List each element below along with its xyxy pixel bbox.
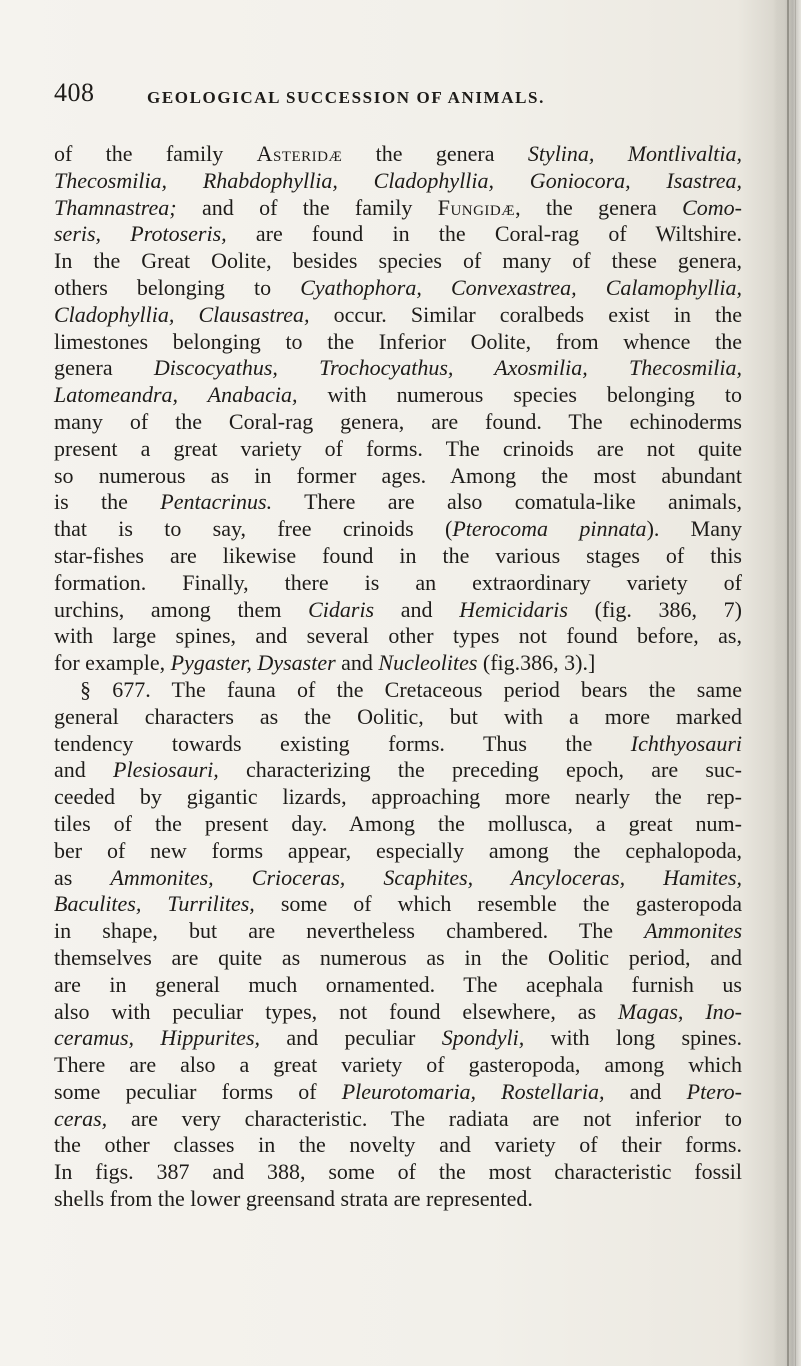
text-line [54, 489, 742, 516]
italic-run: Hemicidaris [459, 596, 568, 622]
italic-run: seris, Protoseris, [54, 221, 227, 247]
italic-run: Plesiosauri, [113, 757, 219, 783]
page-header [54, 78, 754, 118]
page-edge-line [787, 0, 789, 1366]
italic-run: Ichthyosauri [630, 730, 742, 756]
text-line [54, 784, 742, 811]
italic-run: Stylina, Montlivaltia, [527, 141, 743, 166]
text-run: and [54, 757, 114, 783]
text-line [54, 248, 742, 275]
italic-run: Pleurotomaria, Rostellaria, [341, 1078, 605, 1104]
text-line [54, 1132, 742, 1159]
text-run: the other classes in the novelty and variety of their forms. [54, 1132, 742, 1158]
text-run: with numerous species belonging to [297, 382, 742, 408]
page-edge-line-outer [795, 0, 796, 1366]
text-line [54, 221, 742, 248]
text-run: themselves are quite as numerous as in the Oolitic period, and [54, 944, 742, 970]
text-line [54, 704, 742, 731]
italic-run: Ammonites, Crioceras, Scaphites, Ancyloceras, Hamites, [110, 864, 743, 890]
text-run: of the family [54, 141, 257, 166]
text-line [54, 275, 742, 302]
text-line [54, 838, 742, 865]
text-run: in shape, but are nevertheless chambered. The [54, 918, 645, 944]
text-run: that is to say, free crinoids ( [54, 516, 453, 542]
text-run: others belonging to [54, 274, 301, 300]
text-line [54, 1079, 742, 1106]
text-run: is the [54, 489, 161, 515]
text-run: In figs. 387 and 388, some of the most characteristic fossil [54, 1159, 742, 1185]
italic-run: Spondyli, [441, 1025, 525, 1051]
italic-run: Como- [682, 194, 742, 220]
italic-run: Pterocoma pinnata [452, 516, 647, 542]
text-run: (fig.386, 3).] [477, 650, 596, 676]
text-run: with long spines. [524, 1025, 742, 1051]
text-line [54, 543, 742, 570]
text-run: some of which resemble the gasteropoda [254, 891, 742, 917]
italic-run: Nucleolites [378, 650, 478, 676]
text-line [54, 891, 742, 918]
text-line [54, 302, 742, 329]
text-run: so numerous as in former ages. Among the most abundant [54, 462, 742, 488]
text-run: (fig. 386, 7) [567, 596, 743, 622]
text-run: , the genera [515, 194, 683, 220]
text-run: and [374, 596, 460, 622]
text-run: are in general much ornamented. The acephala furnish us [54, 971, 742, 997]
text-run: general characters as the Oolitic, but with a more marked [54, 703, 742, 729]
text-line [54, 811, 742, 838]
text-run: as [54, 864, 111, 890]
running-head: GEOLOGICAL SUCCESSION OF ANIMALS. [147, 88, 545, 107]
italic-run: ceramus, Hippurites, [54, 1025, 261, 1051]
text-run: and [604, 1078, 687, 1104]
text-run: tiles of the present day. Among the mollusca, a great num- [54, 810, 742, 836]
small-caps-run: Asteridæ [256, 141, 343, 166]
italic-run: Ammonites [644, 918, 742, 944]
italic-run: Pygaster, Dysaster [170, 650, 336, 676]
italic-run: Thecosmilia, Rhabdophyllia, Cladophyllia, Goniocora, Isastrea, [54, 167, 742, 193]
italic-run: Cladophyllia, Clausastrea, [54, 301, 310, 327]
text-line [54, 516, 742, 543]
text-line [54, 436, 742, 463]
text-run: also with peculiar types, not found elsewhere, as [54, 998, 619, 1024]
text-line [54, 355, 742, 382]
text-run: with large spines, and several other types not found before, as, [54, 623, 742, 649]
text-run: shells from the lower greensand strata are represented. [54, 1186, 533, 1212]
italic-run: ceras, [54, 1105, 108, 1131]
text-run: are found in the Coral-rag of Wiltshire. [226, 221, 742, 247]
text-run: § 677. The fauna of the Cretaceous period bears the same [80, 676, 742, 702]
text-run: present a great variety of forms. The crinoids are not quite [54, 435, 742, 461]
text-line [54, 865, 742, 892]
text-run: and [335, 650, 379, 676]
italic-run: Thamnastrea; [54, 194, 177, 220]
text-line [54, 463, 742, 490]
italic-run: Pentacrinus. [160, 489, 273, 515]
text-line [54, 168, 742, 195]
text-line [54, 650, 742, 677]
text-line [54, 597, 742, 624]
text-line [54, 1159, 742, 1186]
text-run: In the Great Oolite, besides species of many of these genera, [54, 248, 742, 274]
text-line [54, 1186, 742, 1213]
text-run: characterizing the preceding epoch, are suc- [218, 757, 743, 783]
italic-run: Magas, Ino- [618, 998, 743, 1024]
text-run: There are also a great variety of gasteropoda, among which [54, 1052, 742, 1078]
text-line [54, 1052, 742, 1079]
text-run: are very characteristic. The radiata are not inferior to [107, 1105, 742, 1131]
text-run: There are also comatula-like animals, [272, 489, 742, 515]
text-line [54, 972, 742, 999]
text-line [54, 570, 742, 597]
italic-run: Ptero- [686, 1078, 743, 1104]
text-run: and peculiar [260, 1025, 442, 1051]
text-line [54, 1106, 742, 1133]
text-run: some peculiar forms of [54, 1078, 342, 1104]
italic-run: Cyathophora, Convexastrea, Calamophyllia, [300, 274, 742, 300]
text-run: formation. Finally, there is an extraordinary variety of [54, 569, 742, 595]
text-run: occur. Similar coralbeds exist in the [309, 301, 742, 327]
text-line [54, 757, 742, 784]
body-text [54, 141, 742, 1213]
text-run: star-fishes are likewise found in the various stages of this [54, 542, 742, 568]
text-run: for example, [54, 650, 171, 676]
italic-run: Baculites, Turrilites, [54, 891, 255, 917]
text-line [54, 195, 742, 222]
text-line [54, 918, 742, 945]
text-run: limestones belonging to the Inferior Oolite, from whence the [54, 328, 742, 354]
text-run: urchins, among them [54, 596, 309, 622]
text-line [54, 141, 742, 168]
text-line [54, 731, 742, 758]
italic-run: Latomeandra, Anabacia, [54, 382, 298, 408]
text-line [54, 999, 742, 1026]
text-line [54, 1025, 742, 1052]
page-number: 408 [54, 78, 95, 107]
text-run: ber of new forms appear, especially among the cephalopoda, [54, 837, 742, 863]
text-line [54, 409, 742, 436]
text-line [54, 382, 742, 409]
text-line [54, 945, 742, 972]
text-run: the genera [342, 141, 528, 166]
text-run: genera [54, 355, 154, 381]
italic-run: Cidaris [308, 596, 375, 622]
text-line [54, 623, 742, 650]
text-line [54, 677, 742, 704]
small-caps-run: Fungidæ [437, 194, 516, 220]
text-run: tendency towards existing forms. Thus the [54, 730, 631, 756]
text-line [54, 329, 742, 356]
italic-run: Discocyathus, Trochocyathus, Axosmilia, Thecosmilia, [153, 355, 743, 381]
text-run: many of the Coral-rag genera, are found. The echinoderms [54, 408, 742, 434]
text-run: and of the family [176, 194, 438, 220]
text-run: ). Many [646, 516, 743, 542]
text-run: ceeded by gigantic lizards, approaching more nearly the rep- [54, 784, 742, 810]
